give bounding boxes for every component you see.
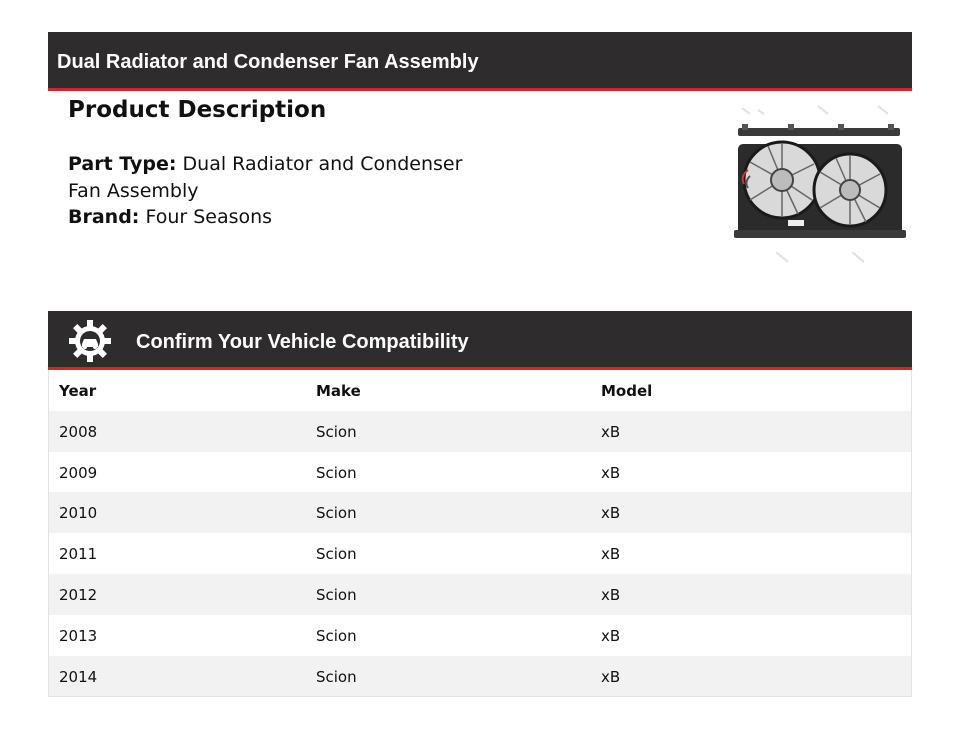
make-cell: Scion — [316, 585, 357, 604]
year-cell: 2012 — [59, 585, 98, 604]
product-image — [728, 102, 908, 272]
column-header-year: Year — [59, 382, 97, 400]
compatibility-header — [48, 311, 912, 370]
model-cell: xB — [601, 463, 621, 482]
compatibility-table — [48, 370, 912, 697]
column-header-make: Make — [316, 382, 361, 400]
make-cell: Scion — [316, 504, 357, 523]
model-cell: xB — [601, 504, 621, 523]
make-cell: Scion — [316, 463, 357, 482]
gear-car-icon — [68, 319, 112, 363]
table-row — [49, 574, 911, 615]
table-row — [49, 452, 911, 493]
make-cell: Scion — [316, 422, 357, 441]
model-cell: xB — [601, 626, 621, 645]
model-cell: xB — [601, 545, 621, 564]
year-cell: 2009 — [59, 463, 98, 482]
compatibility-title: Confirm Your Vehicle Compatibility — [136, 331, 469, 353]
model-cell: xB — [601, 422, 621, 441]
brand-label: Brand: — [68, 206, 140, 228]
year-cell: 2010 — [59, 504, 98, 523]
table-row — [49, 656, 911, 697]
table-row — [49, 533, 911, 574]
description-body — [68, 151, 468, 231]
year-cell: 2011 — [59, 545, 98, 564]
brand-value: Four Seasons — [145, 206, 273, 228]
table-row — [49, 615, 911, 656]
year-cell: 2013 — [59, 626, 98, 645]
part-type-label: Part Type: — [68, 153, 177, 175]
table-row — [49, 492, 911, 533]
make-cell: Scion — [316, 545, 357, 564]
part-type-value: Dual Radiator and Condenser Fan Assembly — [68, 153, 463, 202]
make-cell: Scion — [316, 626, 357, 645]
column-header-model: Model — [601, 382, 653, 400]
page-title: Dual Radiator and Condenser Fan Assembly — [57, 51, 479, 73]
model-cell: xB — [601, 585, 621, 604]
make-cell: Scion — [316, 667, 357, 686]
table-row — [49, 411, 911, 452]
table-header-row — [49, 370, 911, 411]
model-cell: xB — [601, 667, 621, 686]
year-cell: 2008 — [59, 422, 98, 441]
year-cell: 2014 — [59, 667, 98, 686]
title-bar — [48, 32, 912, 91]
description-heading: Product Description — [68, 97, 327, 123]
